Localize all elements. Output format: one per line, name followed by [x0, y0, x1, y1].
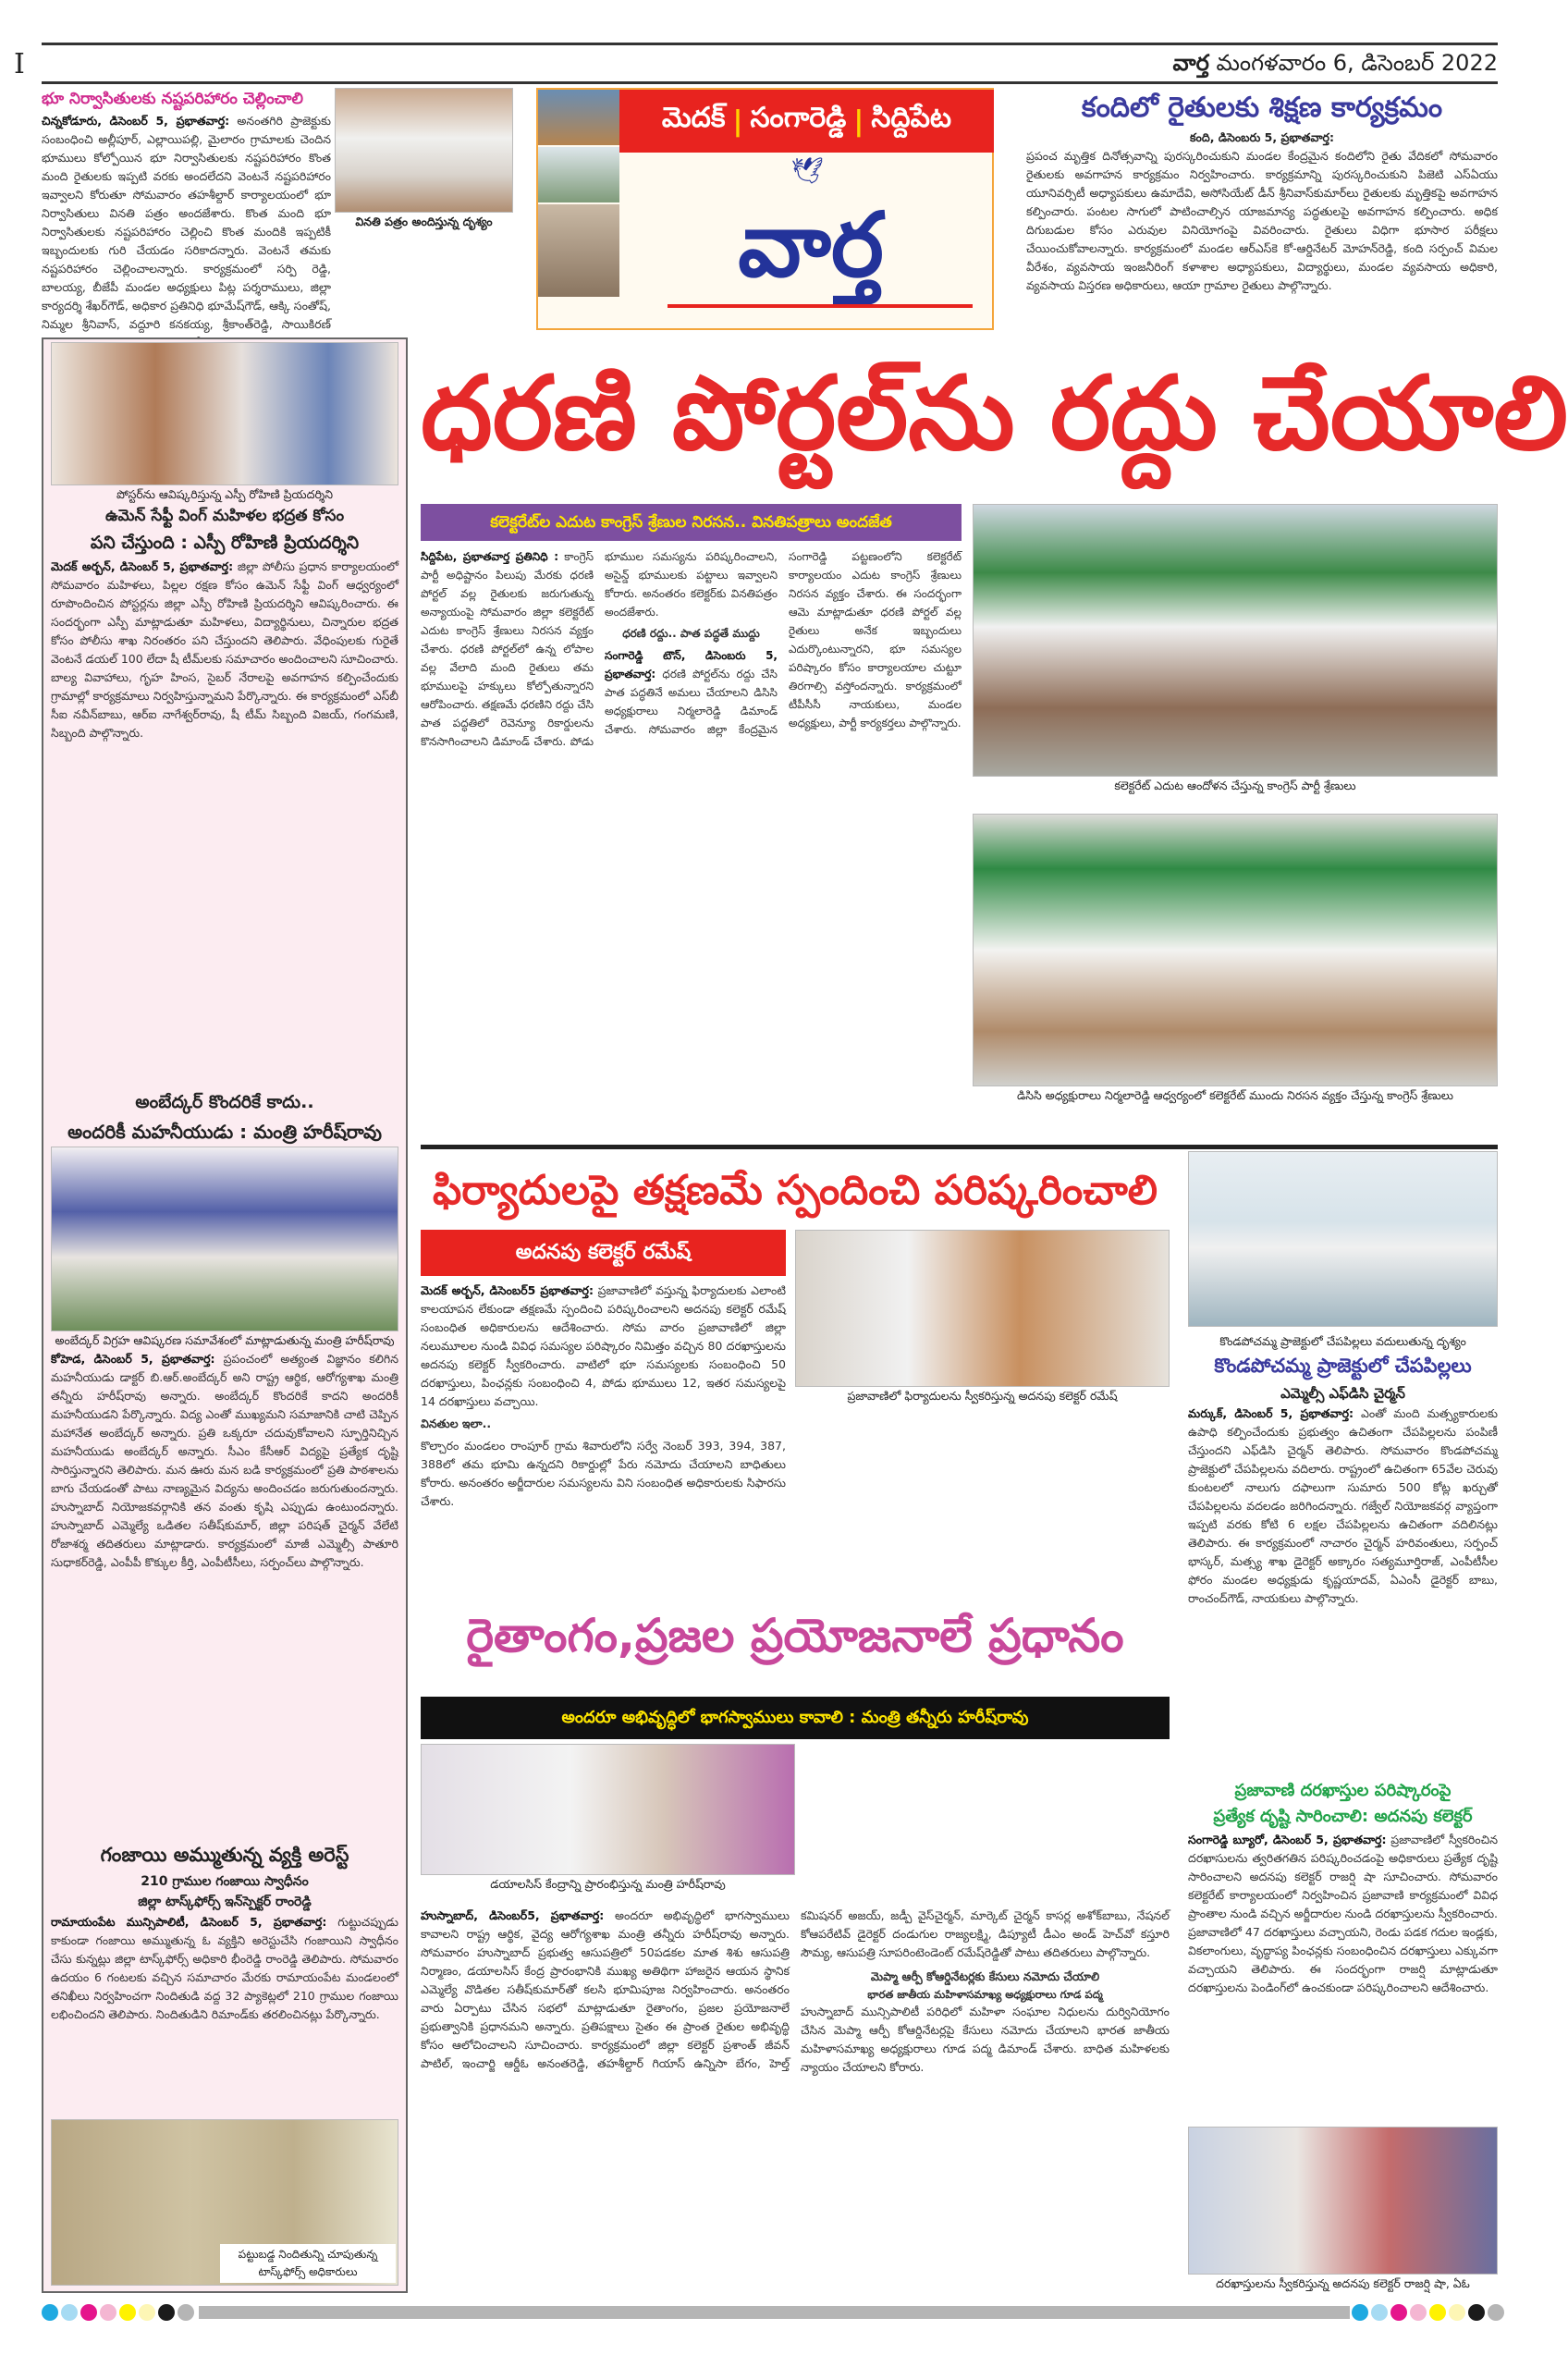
headline-women-2: పని చేస్తుంది : ఎస్పీ రోహిణి ప్రియదర్శిని — [90, 533, 360, 554]
headline-kandi: కందిలో రైతులకు శిక్షణ కార్యక్రమం — [1081, 92, 1443, 124]
body-text: హుస్నాబాద్ మున్సిపాలిటీ పరిధిలో మహిళా సంఘాల నిధులను దుర్వినియోగం చేసిన మెప్మా ఆర్పీ కోఆర్డినేటర్లపై కేసులు నమోదు చేయాలని భారత జాతీయ మహిళాసమాఖ్య అధ్యక్షురాలు గూడ పద్మ డిమాండ్ చేశారు. బాధిత మహిళలకు న్యాయం చేయాలని కోరారు. — [801, 2005, 1170, 2075]
story-complaints-body — [421, 1282, 786, 1590]
district-siddipet: సిద్దిపేట — [871, 102, 952, 134]
logo-underline — [668, 304, 973, 308]
headline-prajavani-1: ప్రజావాణి దరఖాస్తుల పరిష్కారంపై — [1234, 1780, 1452, 1800]
dateline: చిన్నకోడూరు, డిసెంబర్ 5, ప్రభాతవార్త: — [42, 114, 230, 129]
body-text: అనంతగిరి ప్రాజెక్టుకు సంబంధించి అల్లీపూర్, ఎల్లాయిపల్లి, మైలారం గ్రామాలకు చెందిన భూములు కోల్పోయిన భూ నిర్వాసితులకు నష్టపరిహారం కొంత మంది రైతులకు ఇప్పటి వరకు అందలేదని వెంటనే నష్టపరిహారం ఇవ్వాలని కోరుతూ సోమవారం తహశీల్దార్ కార్యాలయంలో భూ నిర్వాసితులు వినతి పత్రం అందజేశారు. కొంత మంది భూ నిర్వాసితులకు నష్టపరిహారం చెల్లించి కొంత మందికి ఇప్పటికీ ఇబ్బందులకు గురి చేయడం సరికాదన్నారు. వెంటనే తమకు నష్టపరిహారం చెల్లించాలన్నారు. కార్యక్రమంలో సర్పి రెడ్డి, బాలయ్య, బీజేపీ మండల అధ్యక్షులు పిట్ల పర్శరాములు, జిల్లా కార్యదర్శి శేఖర్‌గౌడ్, అధికార ప్రతినిధి భూమేష్‌గౌడ్, ఆక్కి సంతోష్, నిమ్మల శ్రీనివాస్, వద్దూరి కనకయ్య, శ్రీకాంత్‌రెడ్డి, సాయికిరణ్ — [42, 114, 331, 332]
photo-protest-1 — [973, 504, 1498, 777]
swatch-light-cyan — [61, 2304, 78, 2321]
subhead: భారత జాతీయ మహిళాసమాఖ్య అధ్యక్షురాలు గూడ పద్మ — [867, 1988, 1103, 2001]
section-rule — [421, 1145, 1498, 1149]
photo-temple — [538, 90, 619, 145]
district-sangareddy: సంగారెడ్డి — [750, 102, 847, 134]
masthead — [536, 88, 994, 330]
issue-date: మంగళవారం 6, డిసెంబర్ 2022 — [1216, 50, 1498, 76]
photo-poster-launch — [51, 342, 398, 485]
lead-subhead: ధరణి రద్దు.. పాత పద్ధతే ముద్దు — [622, 627, 760, 640]
farmers-bar: అందరూ అభివృద్ధిలో భాగస్వాములు కావాలి : మంత్రి తన్నీరు హరీష్‌రావు — [421, 1697, 1170, 1739]
photo-fish-release — [1188, 1151, 1498, 1327]
story-kandi — [1026, 87, 1498, 329]
headline-fish: కొండపోచమ్మ ప్రాజెక్టులో చేపపిల్లలు — [1214, 1355, 1472, 1377]
top-rule — [42, 43, 1498, 45]
story-land-body — [42, 112, 331, 332]
lead-headline: ధరణి పోర్టల్‌ను రద్దు చేయాలి — [421, 354, 1568, 472]
headline-prajavani-2: ప్రత్యేక దృష్టి సారించాలి: అదనపు కలెక్టర్ — [1213, 1807, 1473, 1827]
swatch-light-yellow — [1449, 2304, 1465, 2321]
header-dateline — [1173, 50, 1499, 81]
dateline: కంది, డిసెంబరు 5, ప్రభాతవార్త: — [1190, 130, 1334, 144]
lead-photo-2-block — [973, 814, 1498, 1128]
dateline: సంగారెడ్డి బ్యూరో, డిసెంబర్ 5, ప్రభాతవార్త: — [1188, 1833, 1387, 1847]
story-land — [42, 87, 331, 332]
photo-prajavani-medak — [795, 1230, 1170, 1387]
lead-body — [421, 547, 962, 1130]
body-text: కాంగ్రెస్ పార్టీ అధిష్టానం పిలుపు మేరకు ధరణి పోర్టల్ వల్ల రైతులకు జరుగుతున్న అన్యాయంపై సోమవారం జిల్లా కలెక్టరేట్ ఎదుట కాంగ్రెస్ శ్రేణులు నిరసన వ్యక్తం చేశారు. ధరణి పోర్టల్‌లో ఉన్న లోపాల వల్ల వేలాది మంది రైతులు తమ భూములపై హక్కులు కోల్పోతున్నారని ఆరోపించారు. తక్షణమే ధరణిని రద్దు చేసి పాత పద్ధతిలో రెవెన్యూ రికార్డులను కొనసాగించాలని డిమాండ్ చేశారు. పోడు భూముల సమస్యను పరిష్కరించాలని, అసైన్డ్ భూములకు పట్టాలు ఇవ్వాలని కోరారు. అనంతరం కలెక్టర్‌కు వినతిపత్రం అందజేశారు. — [421, 550, 778, 748]
caption: పోస్టర్‌ను ఆవిష్కరిస్తున్న ఎస్పీ రోహిణి ప్రియదర్శిని — [116, 487, 333, 501]
caption: డిసిసి అధ్యక్షురాలు నిర్మలారెడ్డి ఆధ్వర్యంలో కలెక్టరేట్ ముందు నిరసన వ్యక్తం చేస్తున్న కాంగ్రెస్ శ్రేణులు — [1017, 1088, 1453, 1102]
right-column-stack — [1188, 1151, 1498, 2293]
photo-task-force — [51, 2119, 398, 2286]
body-text: ప్రజావాణిలో వస్తున్న ఫిర్యాదులకు ఎలాంటి కాలయాపన లేకుండా తక్షణమే స్పందించి పరిష్కరించాలని అదనపు కలెక్టర్ రమేష్ సంబంధిత అధికారులను ఆదేశించారు. సోమ వారం ప్రజావాణిలో జిల్లా నలుమూలల నుండి వివిధ సమస్యల పరిష్కారం నిమిత్తం వచ్చిన 80 దరఖాస్తులను అదనపు కలెక్టర్ స్వీకరించారు. వాటిలో భూ సమస్యలకు సంబంధించి 50 దరఖాస్తులు, పింఛన్లకు సంబంధించి 4, పోడు భూములు 12, ఇతర సమస్యలపై 14 దరఖాస్తులు వచ్చాయి. — [421, 1283, 786, 1408]
tag-additional-collector: అదనపు కలెక్టర్ రమేష్ — [421, 1230, 786, 1276]
gray-bar — [199, 2306, 1350, 2319]
caption: కలెక్టరేట్ ఎదుట ఆందోళన చేస్తున్న కాంగ్రెస్ పార్టీ శ్రేణులు — [1114, 779, 1356, 792]
dateline: హుస్నాబాద్, డిసెంబర్5, ప్రభాతవార్త: — [421, 1908, 605, 1922]
caption: కొండపోచమ్మ ప్రాజెక్టులో చేపపిల్లలు వదులుతున్న దృశ్యం — [1219, 1334, 1466, 1348]
body-text: గుట్టుచప్పుడు కాకుండా గంజాయి అమ్ముతున్న ఓ వ్యక్తిని అరెస్టుచేసి గంజాయిని స్వాధీనం చేసు కున్నట్లు జిల్లా టాస్క్‌ఫోర్స్ అధికారి భీంరెడ్డి రాంరెడ్డి తెలిపారు. సోమవారం ఉదయం 6 గంటలకు వచ్చిన సమాచారం మేరకు రామాయంపేట మండలంలో తనిఖీలు నిర్వహించగా నిందితుడి వద్ద 32 ప్యాకెట్లలో 210 గ్రాముల గంజాయి లభించిందని తెలిపారు. నిందితుడిని రిమాండ్‌కు తరలించినట్లు పేర్కొన్నారు. — [51, 1914, 398, 2021]
dateline: కోహెడ, డిసెంబర్ 5, ప్రభాతవార్త: — [51, 1351, 215, 1366]
subhead-ganja-1: 210 గ్రాముల గంజాయి స్వాధీనం — [141, 1873, 309, 1889]
headline-farmers: రైతాంగం,ప్రజల ప్రయోజనాలే ప్రధానం — [466, 1609, 1124, 1662]
caption: వినతి పత్రం అందిస్తున్న దృశ్యం — [355, 215, 493, 228]
swatch-black — [158, 2304, 175, 2321]
caption: పట్టుబడ్డ నిందితున్ని చూపుతున్న టాస్క్‌ఫోర్స్ అధికారులు — [220, 2244, 396, 2283]
photo-protest-2 — [973, 814, 1498, 1086]
photo-church — [538, 204, 619, 297]
caption: డయాలసిస్ కేంద్రాన్ని ప్రారంభిస్తున్న మంత్రి హరీష్‌రావు — [490, 1877, 726, 1891]
swatch-gray — [1488, 2304, 1504, 2321]
body-text: ఎంతో మంది మత్స్యకారులకు ఉపాధి కల్పించేందుకు ప్రభుత్వం ఉచితంగా చేపపిల్లలను పంపిణీ చేస్తుందని ఎఫ్‌డిసి చైర్మన్ తెలిపారు. సోమవారం కొండపోచమ్మ ప్రాజెక్టులో చేపపిల్లలను వదిలారు. రాష్ట్రంలో ఉచితంగా 65వేల చెరువు కుంటలలో నాలుగు దఫాలుగా సుమారు 500 కోట్ల ఖర్చుతో చేపపిల్లలను వదలడం జరిగిందన్నారు. గజ్వేల్ నియోజకవర్గ వ్యాప్తంగా ఇప్పటి వరకు కోటి 6 లక్షల చేపపిల్లలను ఉచితంగా వదిలినట్లు తెలిపారు. ఈ కార్యక్రమంలో నాచారం చైర్మన్ హరివంతులు, సర్పంచ్ భాస్కర్, మత్స్య శాఖ డైరెక్టర్ అక్కారం సత్యమూర్తిరాజ్, ఎంపీటీసీల ఫోరం మండల అధ్యక్షుడు కృష్ణయాదవ్, ఏఎంసీ డైరెక్టర్ బాబు, రాంచంద్‌గౌడ్, నాయకులు పాల్గొన్నారు. — [1188, 1405, 1498, 1605]
headline-women-1: ఉమెన్ సేఫ్టీ వింగ్ మహిళల భద్రత కోసం — [104, 507, 345, 525]
photo-fountain — [538, 147, 619, 202]
subhead-fish: ఎమ్మెల్సీ ఎఫ్‌డిసి చైర్మన్ — [1280, 1384, 1405, 1402]
dateline: మెదక్ అర్బన్, డిసెంబర్ 5, ప్రభాతవార్త: — [51, 558, 234, 573]
header-rule — [42, 81, 1498, 84]
headline-complaints: ఫిర్యాదులపై తక్షణమే స్పందించి పరిష్కరించాలి — [433, 1167, 1158, 1214]
folio: I — [14, 48, 25, 80]
headline-ambedkar-1: అంబేద్కర్ కొందరికే కాదు.. — [135, 1092, 314, 1113]
swatch-yellow — [1429, 2304, 1446, 2321]
body-text: ప్రజావాణిలో స్వీకరించిన దరఖాసులను త్వరితగతిన పరిష్కరించడంపై అధికారులు ప్రత్యేక దృష్టి సారించాలని అదనపు కలెక్టర్ రాజర్షి షా సూచించారు. సోమవారం కలెక్టరేట్ కార్యాలయంలో నిర్వహించిన ప్రజావాణి కార్యక్రమంలో వివిధ ప్రాంతాల నుండి వచ్చిన అర్జీదారుల నుండి దరఖాస్తులను స్వీకరించారు. ప్రజావాణిలో 47 దరఖాస్తులు వచ్చాయని, రెండు పడక గదుల ఇండ్లకు, వికలాంగులు, వృద్ధాప్య పింఛన్లకు సంబంధించిన దరఖాస్తులు ఎక్కువగా వచ్చాయని తెలిపారు. ఈ సందర్భంగా రాజర్షి మాట్లాడుతూ దరఖాస్తులను పెండింగ్‌లో ఉంచకుండా పరిష్కరించాలని ఆదేశించారు. — [1188, 1833, 1498, 1995]
story-ambedkar-body — [51, 1350, 398, 1837]
headline-land: భూ నిర్వాసితులకు నష్టపరిహారం చెల్లించాలి — [42, 90, 303, 108]
headline-ganja: గంజాయి అమ్ముతున్న వ్యక్తి అరెస్ట్ — [100, 1844, 349, 1867]
photo-ambedkar-meeting — [51, 1147, 398, 1331]
color-registration-right — [1352, 2304, 1507, 2321]
body-text: కొల్చారం మండలం రాంపూర్ గ్రామ శివారులోని సర్వే నెంబర్ 393, 394, 387, 388లో తమ భూమి ఉన్నదని రికార్డుల్లో పేరు నమోదు చేయాలని బాధితులు కోరారు. అనంతరం అర్జీదారుల సమస్యలను విని సంబంధిత అధికారులకు సిఫారసు చేశారు. — [421, 1439, 786, 1508]
story-kandi-body: ప్రపంచ మృత్తిక దినోత్సవాన్ని పురస్కరించుకుని మండల కేంద్రమైన కందిలోని రైతు వేదికలో సోమవారం రైతులకు అవగాహన కార్యక్రమం నిర్వహించారు. కార్యక్రమాన్ని పురస్కరించుకుని పిజెటి ఎస్ఏయు యూనివర్సిటీ అధ్యాపకులు ఉమాదేవి, అసోసియేట్ డీన్ శ్రీనివాస్‌కుమార్‌లు రైతులకు మృత్తికపై అవగాహన కల్పించారు. పంటల సాగులో పాటించాల్సిన యాజమాన్య పద్ధతులపై అవగాహన కల్పించారు. అధిక దిగుబడుల కోసం ఎరువుల వినియోగంపై వివరించారు. రైతులు విధిగా భూసార పరీక్షలు చేయించుకోవాలన్నారు. కార్యక్రమంలో మండల ఆర్‌ఎస్‌కె కో-ఆర్డినేటర్ మోహన్‌రెడ్డి, కంది సర్పంచ్ విమల వీరేశం, వ్యవసాయ ఇంజనీరింగ్ కళాశాల అధ్యాపకులు, విద్యార్థులు, మండల వ్యవసాయ అధికారి, వ్యవసాయ విస్తరణ అధికారులు, ఆయా గ్రామాల రైతులు పాల్గొన్నారు. — [1026, 149, 1498, 292]
dove-icon: 🕊 — [790, 155, 825, 186]
dateline: రామాయంపేట మున్సిపాలిటీ, డిసెంబర్ 5, ప్రభాతవార్త: — [51, 1914, 327, 1929]
body-text: ధరణి పోర్టల్‌ను రద్దు చేసి పాత పద్ధతినే అమలు చేయాలని డిసిసి అధ్యక్షురాలు నిర్మలారెడ్డి డిమాండ్ చేశారు. సోమవారం జిల్లా కేంద్రమైన సంగారెడ్డి పట్టణంలోని కలెక్టరేట్ కార్యాలయం ఎదుట కాంగ్రెస్ శ్రేణులు నిరసన వ్యక్తం చేశారు. ఈ సందర్భంగా ఆమె మాట్లాడుతూ ధరణి పోర్టల్ వల్ల రైతులు అనేక ఇబ్బందులు ఎదుర్కొంటున్నారని, భూ సమస్యల పరిష్కారం కోసం కార్యాలయాల చుట్టూ తిరగాల్సి వస్తోందన్నారు. కార్యక్రమంలో టీపీసీసీ నాయకులు, మండల అధ్యక్షులు, పార్టీ కార్యకర్తలు పాల్గొన్నారు. — [605, 550, 962, 737]
dateline: సిద్దిపేట, ప్రభాతవార్త ప్రతినిధి : — [421, 550, 558, 563]
story-ganja-body — [51, 1913, 398, 2116]
swatch-gray — [178, 2304, 194, 2321]
swatch-cyan — [1352, 2304, 1368, 2321]
district-medak: మెదక్ — [661, 102, 726, 134]
subhead: మెప్మా ఆర్పీ కోఆర్డినేటర్లకు కేసులు నమోదు చేయాలి — [870, 1969, 1100, 1983]
paper-name: వార్త — [1172, 50, 1209, 76]
swatch-magenta — [80, 2304, 97, 2321]
lead-photo-1-block — [973, 504, 1498, 814]
body-text: జిల్లా పోలీసు ప్రధాన కార్యాలయంలో సోమవారం మహిళలు, పిల్లల రక్షణ కోసం ఉమెన్ సేఫ్టీ వింగ్ ఆధ్వర్యంలో రూపొందించిన పోస్టర్లను జిల్లా ఎస్పీ రోహిణి ప్రియదర్శిని ఆవిష్కరించారు. ఈ సందర్భంగా ఎస్పీ మాట్లాడుతూ మహిళలు, విద్యార్థినులు, చిన్నారుల భద్రత కోసం పోలీసు శాఖ నిరంతరం పని చేస్తుందని తెలిపారు. వేధింపులకు గురైతే వెంటనే డయల్ 100 లేదా షీ టీమ్‌లకు సమాచారం అందించాలని సూచించారు. బాల్య వివాహాలు, గృహ హింస, సైబర్ నేరాలపై అవగాహన కల్పించేందుకు గ్రామాల్లో కార్యక్రమాలు నిర్వహిస్తున్నామని పేర్కొన్నారు. ఈ కార్యక్రమంలో ఎస్‌బీ సీఐ నవీన్‌బాబు, ఆర్ఐ నాగేశ్వర్‌రావు, షీ టీమ్ సిబ్బంది విజయ్, గంగమణి, సిబ్బంది పాల్గొన్నారు. — [51, 558, 398, 740]
swatch-black — [1468, 2304, 1485, 2321]
left-column-stack — [51, 342, 398, 2286]
body-text: అందరూ అభివృద్ధిలో భాగస్వాములు కావాలని రాష్ట్ర ఆర్థిక, వైద్య ఆరోగ్యశాఖ మంత్రి తన్నీరు హరీష్‌రావు అన్నారు. సోమవారం హుస్నాబాద్ ప్రభుత్వ ఆసుపత్రిలో 50పడకల మాత శిశు ఆసుపత్రి నిర్మాణం, డయాలసిస్ కేంద్ర ప్రారంభానికి ముఖ్య అతిథిగా హాజరైన ఆయన స్థానిక ఎమ్మెల్యే వొడితల సతీష్‌కుమార్‌తో కలసి భూమిపూజ నిర్వహించారు. అనంతరం వారు ఏర్పాటు చేసిన సభలో మాట్లాడుతూ రైతాంగం, ప్రజల ప్రయోజనాలే ప్రభుత్వానికి ప్రధానమని అన్నారు. ప్రతిపక్షాలు సైతం ఈ ప్రాంత రైతుల అభివృద్ధి కోసం ఆలోచించాలని సూచించారు. కార్యక్రమంలో జిల్లా కలెక్టర్ ప్రశాంత్ జీవన్ పాటిల్, ఇంచార్జి ఆర్డీఓ అనంతరెడ్డి, తహశీల్దార్ గియాస్ ఉన్నిసా బేగం, హెల్త్ కమిషనర్ అజయ్, జడ్పీ వైస్‌చైర్మన్, మార్కెట్ చైర్మన్ కాసర్ల అశోక్‌బాబు, నేషనల్ కోఆపరేటివ్ డైరెక్టర్ దండుగుల రాజ్యలక్ష్మి, డిప్యూటీ డీఎం అండ్ హెచ్‌వో కస్తూరి సౌమ్య, ఆసుపత్రి సూపరింటెండెంట్ రమేష్‌రెడ్డితో పాటు తదితరులు పాల్గొన్నారు. — [421, 1908, 1170, 2070]
dateline: సంగారెడ్డి టౌన్, డిసెంబరు 5, ప్రభాతవార్త: — [605, 649, 778, 681]
story-farmers-body — [421, 1907, 1170, 2293]
dateline: మర్కుక్, డిసెంబర్ 5, ప్రభాతవార్త: — [1188, 1405, 1354, 1420]
complaints-photo-block — [795, 1230, 1170, 1415]
swatch-magenta — [1390, 2304, 1407, 2321]
logo: వార్త — [738, 193, 884, 297]
photo-petition — [335, 88, 513, 213]
headline-ambedkar-2: అందరికీ మహనీయుడు : మంత్రి హరీష్‌రావు — [67, 1120, 382, 1143]
subhead-ganja-2: జిల్లా టాస్క్‌ఫోర్స్ ఇన్‌స్పెక్టర్ రాంరెడ్డి — [138, 1895, 312, 1910]
district-band: మెదక్ | సంగారెడ్డి | సిద్దిపేట — [619, 90, 994, 153]
story-women-body — [51, 558, 398, 1085]
body-text: ప్రపంచంలో అత్యంత విజ్ఞానం కలిగిన మహనీయుడు డాక్టర్ బి.ఆర్.అంబేద్కర్ అని రాష్ట్ర ఆర్థిక, ఆరోగ్యశాఖ మంత్రి తన్నీరు హరీష్‌రావు అన్నారు. అంబేద్కర్ కొందరికే కాదని అందరికీ మహనీయుడని పేర్కొన్నారు. విద్య ఎంతో ముఖ్యమని సమాజానికి చాటి చెప్పిన మహానేత అంబేద్కర్ అన్నారు. ప్రతి ఒక్కరూ చదువుకోవాలని స్ఫూర్తినిచ్చిన మహనీయుడు అంబేద్కర్ అన్నారు. సీఎం కేసీఆర్ విద్యపై ప్రత్యేక దృష్టి సారిస్తున్నారని తెలిపారు. మన ఊరు మన బడి కార్యక్రమంలో ప్రతి పాఠశాలను బాగు చేయడంతో పాటు నాణ్యమైన విద్యను అందించడం జరుగుతుందన్నారు. హుస్నాబాద్ నియోజకవర్గానికి తన వంతు కృషి ఎప్పుడు ఉంటుందన్నారు. హుస్నాబాద్ ఎమ్మెల్యే ఒడితల సతీష్‌కుమార్, జిల్లా పరిషత్ చైర్మన్ వేలేటి రోజాశర్మ తదితరులు మాట్లాడారు. కార్యక్రమంలో మాజీ ఎమ్మెల్సీ పాతూరి సుధాకర్‌రెడ్డి, ఎంపీపీ కొక్కుల కీర్తి, ఎంపీటీసీలు, సర్పంచ్‌లు పాల్గొన్నారు. — [51, 1351, 398, 1569]
photo-dialysis — [421, 1744, 795, 1875]
swatch-light-magenta — [1410, 2304, 1427, 2321]
lead-kicker: కలెక్టరేట్‌ల ఎదుట కాంగ్రెస్ శ్రేణుల నిరసన.. వినతిపత్రాలు అందజేత — [421, 504, 962, 541]
farmers-photo-block — [421, 1744, 795, 1903]
dateline: మెదక్ అర్బన్, డిసెంబర్5 ప్రభాతవార్త: — [421, 1283, 594, 1297]
swatch-light-yellow — [139, 2304, 155, 2321]
story-fish-body — [1188, 1404, 1498, 1774]
caption: దరఖాస్తులను స్వీకరిస్తున్న అదనపు కలెక్టర్ రాజర్షి షా, ఏఓ — [1216, 2276, 1470, 2290]
swatch-yellow — [119, 2304, 136, 2321]
caption: ప్రజావాణిలో ఫిర్యాదులను స్వీకరిస్తున్న అదనపు కలెక్టర్ రమేష్ — [847, 1389, 1118, 1403]
swatch-cyan — [42, 2304, 58, 2321]
swatch-light-magenta — [100, 2304, 116, 2321]
color-registration-left — [42, 2304, 197, 2321]
photo-land-block — [335, 88, 513, 250]
caption: అంబేద్కర్ విగ్రహ ఆవిష్కరణ సమావేశంలో మాట్లాడుతున్న మంత్రి హరీష్‌రావు — [55, 1332, 395, 1347]
story-prajavani-body — [1188, 1831, 1498, 2123]
subhead: వినతుల ఇలా.. — [421, 1417, 492, 1430]
photo-prajavani-sangareddy — [1188, 2127, 1498, 2275]
swatch-light-cyan — [1371, 2304, 1388, 2321]
